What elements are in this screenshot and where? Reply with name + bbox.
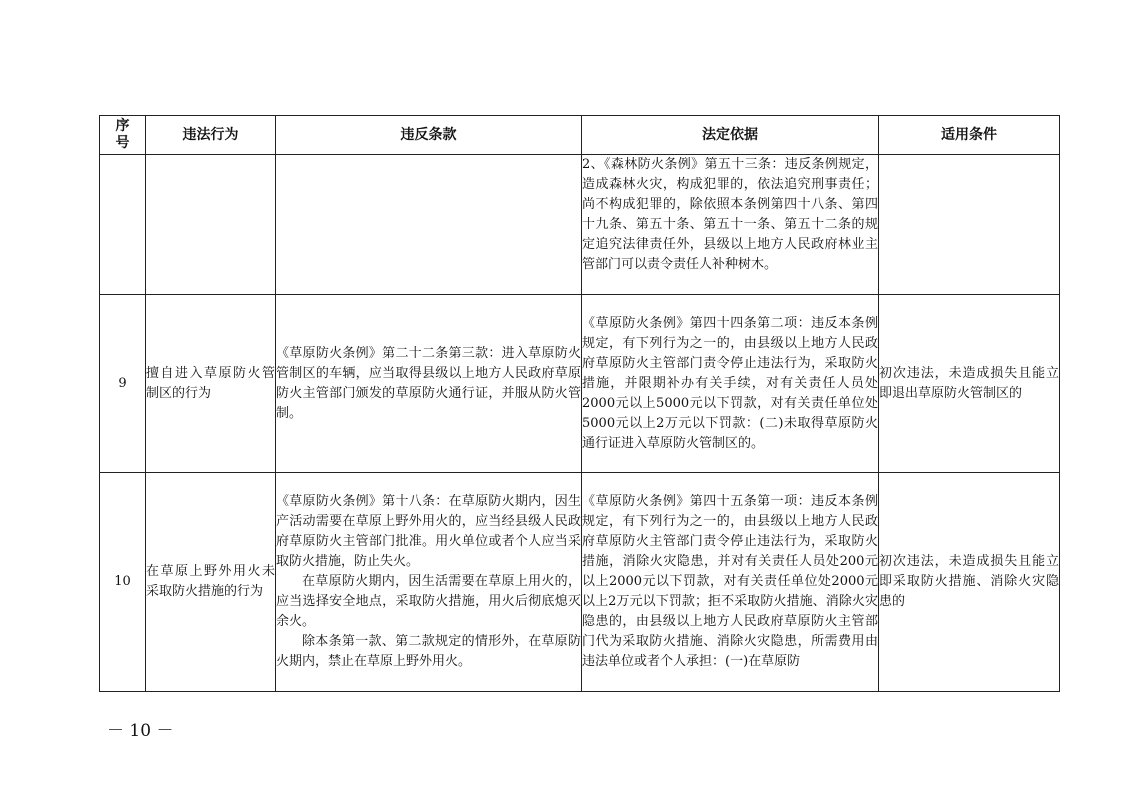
row-applicable-condition: [879, 155, 1060, 295]
row-legal-basis: 《草原防火条例》第四十五条第一项：违反本条例规定，有下列行为之一的，由县级以上地方人民政府草原防火主管部门责令停止违法行为，采取防火措施，消除火灾隐患，并对有关责任人员处200元以上2000元以下罚款，对有关责任单位处2000元以上2万元以下罚款；拒不采取防火措施、消除火灾隐患的，由县级以上地方人民政府草原防火主管部门代为采取防火措施、消除火灾隐患，所需费用由违法单位或者个人承担：(一)在草原防: [582, 473, 879, 692]
table-row: [100, 155, 1060, 295]
row-violation-behavior: 擅自进入草原防火管制区的行为: [146, 295, 276, 473]
table-header-row: [100, 116, 1060, 155]
row-violation-behavior: 在草原上野外用火未采取防火措施的行为: [146, 473, 276, 692]
table-row: [100, 295, 1060, 473]
row-violated-clause: [276, 295, 582, 473]
table-row: [100, 473, 1060, 692]
header-legal-basis: 法定依据: [582, 116, 879, 155]
row-violation-behavior: [146, 155, 276, 295]
row-legal-basis: 2、《森林防火条例》第五十三条：违反条例规定，造成森林火灾，构成犯罪的，依法追究刑事责任；尚不构成犯罪的，除依照本条例第四十八条、第四十九条、第五十条、第五十一条、第五十二条的规定追究法律责任外，县级以上地方人民政府林业主管部门可以责令责任人补种树木。: [582, 155, 879, 295]
row-applicable-condition: 初次违法，未造成损失且能立即退出草原防火管制区的: [879, 295, 1060, 473]
header-serial-number: 序号: [100, 116, 146, 155]
row-serial-number: 10: [100, 473, 146, 692]
row-legal-basis: 《草原防火条例》第四十四条第二项：违反本条例规定，有下列行为之一的，由县级以上地方人民政府草原防火主管部门责令停止违法行为，采取防火措施，并限期补办有关手续，对有关责任人员处2000元以上5000元以下罚款，对有关责任单位处5000元以上2万元以下罚款：(二)未取得草原防火通行证进入草原防火管制区的。: [582, 295, 879, 473]
penalty-table: [99, 115, 1060, 692]
row-serial-number: 9: [100, 295, 146, 473]
row-serial-number: [100, 155, 146, 295]
page-number: － 10 －: [107, 721, 174, 741]
clause-paragraph: 在草原防火期内，因生活需要在草原上用火的，应当选择安全地点，采取防火措施，用火后彻底熄灭余火。: [276, 574, 581, 629]
row-applicable-condition: 初次违法，未造成损失且能立即采取防火措施、消除火灾隐患的: [879, 473, 1060, 692]
row-violated-clause: [276, 155, 582, 295]
header-applicable-condition: 适用条件: [879, 116, 1060, 155]
clause-paragraph: 除本条第一款、第二款规定的情形外，在草原防火期内，禁止在草原上野外用火。: [276, 634, 581, 669]
header-violated-clause: 违反条款: [276, 116, 582, 155]
header-violation-behavior: 违法行为: [146, 116, 276, 155]
clause-paragraph: 《草原防火条例》第二十二条第三款：进入草原防火管制区的车辆，应当取得县级以上地方人民政府草原防火主管部门颁发的草原防火通行证，并服从防火管制。: [276, 345, 581, 421]
clause-paragraph: 《草原防火条例》第十八条：在草原防火期内，因生产活动需要在草原上野外用火的，应当经县级人民政府草原防火主管部门批准。用火单位或者个人应当采取防火措施，防止失火。: [276, 494, 581, 569]
row-violated-clause: [276, 473, 582, 692]
